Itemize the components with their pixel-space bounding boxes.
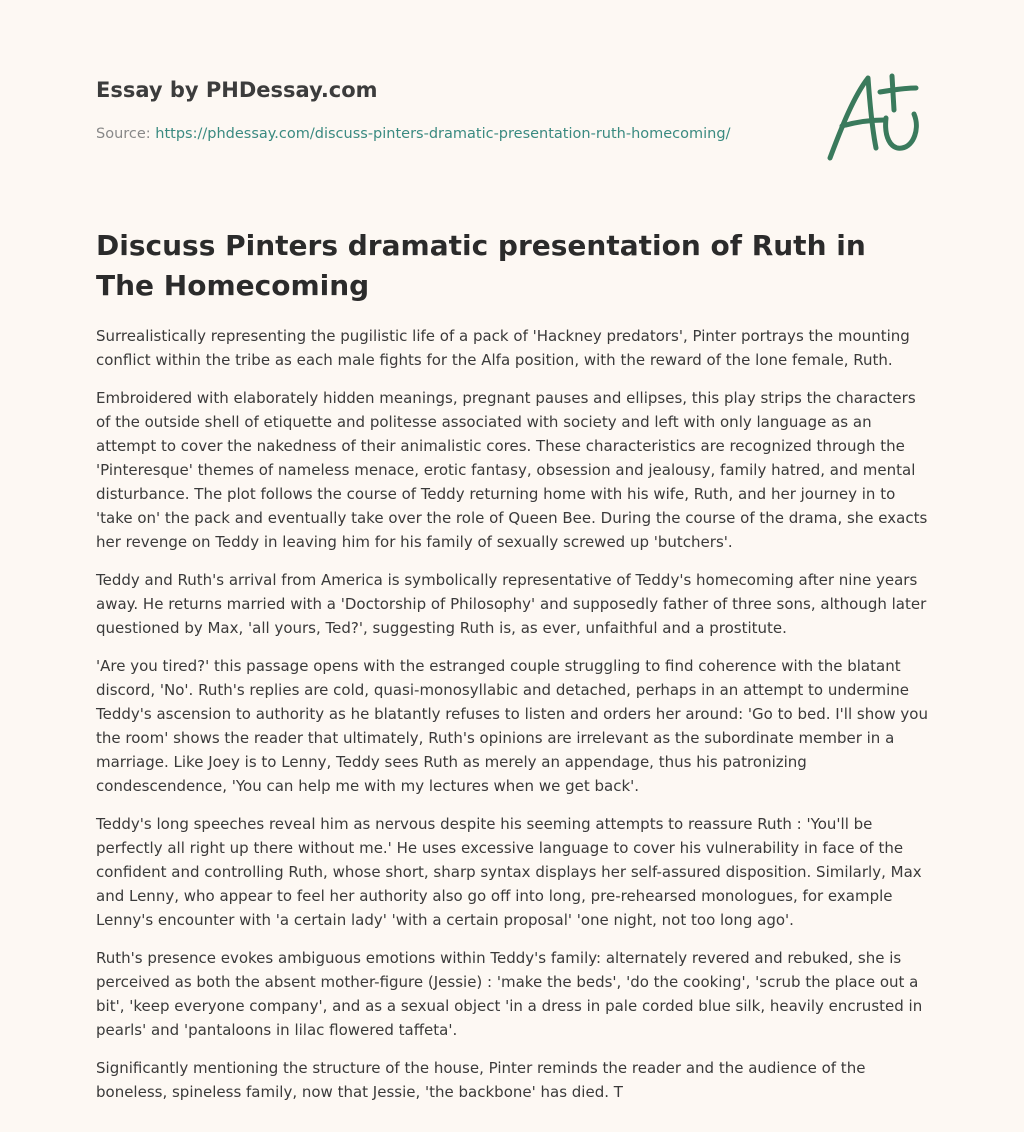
essay-paragraph: Significantly mentioning the structure of the house, Pinter reminds the reader and the audience of the boneless, spineless family, now that Jessie, 'the backbone' has died. T — [96, 1059, 866, 1101]
essay-paragraph: Embroidered with elaborately hidden meanings, pregnant pauses and ellipses, this play strips the characters of the outside shell of etiquette and politesse associated with society and left with only language as an attempt to cover the nakedness of their animalistic cores. These characteristics are recognized through the 'Pinteresque' themes of nameless menace, erotic fantasy, obsession and jealousy, family hatred, and mental disturbance. The plot follows the course of Teddy returning home with his wife, Ruth, and her journey in to 'take on' the pack and eventually take over the role of Queen Bee. During the course of the drama, she exacts her revenge on Teddy in leaving him for his family of sexually screwed up 'butchers'. — [96, 389, 928, 551]
essay-paragraph: 'Are you tired?' this passage opens with the estranged couple struggling to find coherence with the blatant discord, 'No'. Ruth's replies are cold, quasi-monosyllabic and detached, perhaps in an attempt to undermine Teddy's ascension to authority as he blatantly refuses to listen and orders her around: 'Go to bed. I'll show you the room' shows the reader that ultimately, Ruth's opinions are irrelevant as the subordinate member in a marriage. Like Joey is to Lenny, Teddy sees Ruth as merely an appendage, thus his patronizing condescendence, 'You can help me with my lectures when we get back'. — [96, 657, 928, 795]
site-brand: Essay by PHDessay.com — [96, 78, 378, 102]
essay-paragraph: Ruth's presence evokes ambiguous emotions within Teddy's family: alternately revered and rebuked, she is perceived as both the absent mother-figure (Jessie) : 'make the beds', 'do the cooking', 'scrub the place out a bit', 'keep everyone company', and as a sexual object 'in a dress in pale corded blue silk, heavily encrusted in pearls' and 'pantaloons in lilac flowered taffeta'. — [96, 949, 923, 1039]
essay-title: Discuss Pinters dramatic presentation of Ruth in The Homecoming — [96, 229, 866, 302]
source-label: Source: — [96, 126, 151, 142]
page-header — [96, 76, 796, 144]
essay-paragraph: Teddy's long speeches reveal him as nervous despite his seeming attempts to reassure Ruth : 'You'll be perfectly all right up there without me.' He uses excessive language to cover his vulnerability in face of the confident and controlling Ruth, whose short, sharp syntax displays her self-assured disposition. Similarly, Max and Lenny, who appear to feel her authority also go off into long, pre-rehearsed monologues, for example Lenny's encounter with 'a certain lady' 'with a certain proposal' 'one night, not too long ago'. — [96, 815, 922, 929]
essay-paragraph: Surrealistically representing the pugilistic life of a pack of 'Hackney predators', Pinter portrays the mounting conflict within the tribe as each male fights for the Alfa position, with the reward of the lone female, Ruth. — [96, 327, 910, 369]
essay-body — [96, 324, 931, 1118]
essay-paragraph: Teddy and Ruth's arrival from America is symbolically representative of Teddy's homecoming after nine years away. He returns married with a 'Doctorship of Philosophy' and supposedly father of three sons, although later questioned by Max, 'all yours, Ted?', suggesting Ruth is, as ever, unfaithful and a prostitute. — [96, 571, 927, 637]
source-line — [96, 124, 796, 144]
a-plus-grade-icon — [820, 66, 930, 166]
source-link[interactable]: https://phdessay.com/discuss-pinters-dramatic-presentation-ruth-homecoming/ — [155, 126, 731, 142]
